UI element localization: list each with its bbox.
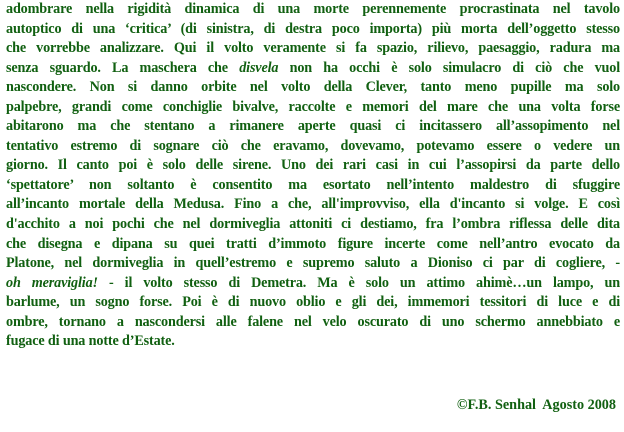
- text-line: che vorrebbe analizzare. Qui il volto veramente si fa spazio, rilievo, paesaggio, radura ma: [6, 40, 620, 57]
- text-line: barlume, un sogno forse. Poi è di nuovo oblio e gli dei, immemori tessitori di luce e di: [6, 294, 620, 311]
- text-line: giorno. Il canto poi è solo delle sirene. Uno dei rari casi in cui l’assopirsi da parte dello: [6, 157, 620, 174]
- text-line: d'acchito a noi pochi che nel dormiveglia attoniti ci destiamo, fra l’ombra riflessa delle dita: [6, 216, 620, 233]
- body-text: [6, 0, 620, 352]
- text-line: adombrare nella rigidità dinamica di una morte perennemente procrastinata nel tavolo: [6, 1, 620, 17]
- text-line: Platone, nel dormiveglia in quell’estremo e supremo saluto a Dioniso ci par di cogliere, -: [6, 255, 620, 272]
- italic-word: disvela: [239, 59, 279, 76]
- text-line: palpebre, grandi come conchiglie bivalve, raccolte e memori del mare che una volta forse: [6, 98, 620, 115]
- text-line: nascondere. Non si danno orbite nel volto della Clever, tanto meno pupille ma solo: [6, 79, 620, 96]
- text-line: che disegna e dipana su quei tratti d’immoto figure incerte come nell’antro evocato da: [6, 235, 620, 252]
- copyright-signature: ©F.B. Senhal Agosto 2008: [456, 397, 616, 413]
- italic-phrase: oh meraviglia!: [6, 274, 98, 291]
- text-line: tentativo estremo di sognare ciò che eravamo, dovevamo, potevamo essere o vedere un: [6, 137, 620, 154]
- text-line: autoptico di una ‘critica’ (di sinistra, di destra poco importa) più morta dell’oggetto stesso: [6, 20, 620, 37]
- text-line: senza sguardo. La maschera che disvela non ha occhi è solo simulacro di ciò che vuol: [6, 59, 621, 76]
- text-line: ombre, tornano a nascondersi alle falene nel velo oscurato di uno schermo annebbiato e: [6, 313, 620, 330]
- text-line: fugace di una notte d’Estate.: [6, 333, 175, 350]
- text-line: ‘spettatore’ non soltanto è consentito ma esortato nell’intento maldestro di sfuggire: [6, 176, 620, 193]
- text-line: all’incanto mortale della Medusa. Fino a che, all'improvviso, ella d'incanto si volge. E così: [6, 196, 620, 213]
- text-line: abitarono ma che stentano a rimanere aperte quasi ci incitassero all’assopimento nel: [6, 118, 620, 135]
- text-line: oh meraviglia! - il volto stesso di Demetra. Ma è solo un attimo ahimè…un lampo, un: [6, 274, 620, 291]
